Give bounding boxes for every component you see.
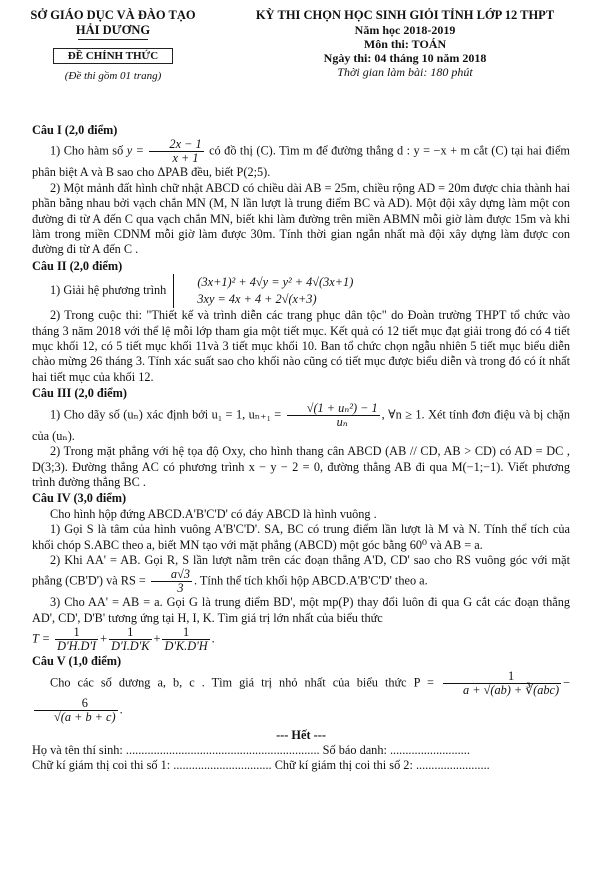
pages-note: (Đề thi gồm 01 trang)	[64, 70, 162, 82]
p-frac-1-den: a + √(ab) + ∛(abc)	[463, 682, 560, 697]
question-4-2	[32, 553, 570, 595]
q1-1-frac-den: x + 1	[172, 151, 199, 166]
question-2-1	[32, 274, 570, 308]
t-expression: T = $\frac{1}{D'H.D'I}$ + $\frac{1}{D'I.D'K}$ + $\frac{1}{D'K.D'H}$ .	[32, 625, 215, 654]
question-1-2: 2) Một mảnh đất hình chữ nhật ABCD có chiều dài AB = 25m, chiều rộng AD = 20m được chia thành hai phần bằng nhau bởi vạch chắn MN (M, N lần lượt là trung điểm BC và AD). Một đội xây dựng làm một con đường đi từ A đến C qua vạch chắn MN, biết khi làm đường trên miền ABMN mỗi giờ làm được 15m và khi làm trong miền CDNM mỗi giờ làm được 30m. Tính thời gian ngắn nhất mà đội xây dựng làm được con đường đi từ A đến C .	[32, 180, 570, 257]
p-frac-1	[443, 670, 561, 697]
section-title-1: Câu I (2,0 điểm)	[32, 123, 118, 137]
question-4-3: 3) Cho AA' = AB = a. Gọi G là trung điểm BD', một mp(P) thay đổi luôn đi qua G cắt các đoạn thẳng AD', CD', D'B' tương ứng tại H, I, K. Tìm giá trị lớn nhất của biểu thức	[32, 595, 570, 625]
header-left	[18, 8, 208, 82]
t-frac-2	[109, 626, 151, 653]
t-frac-1	[55, 626, 98, 653]
p-frac-2-den: √(a + b + c)	[54, 709, 116, 724]
q4-2-frac-den: 3	[177, 581, 184, 596]
end-marker: --- Hết ---	[276, 727, 326, 742]
q3-1-fraction	[287, 402, 380, 429]
p-frac-2-num: 6	[34, 697, 118, 711]
department-name: SỞ GIÁO DỤC VÀ ĐÀO TẠO	[30, 8, 196, 22]
question-4-1: 1) Gọi S là tâm của hình vuông A'B'C'D'. SA, BC có trung điểm lần lượt là M và N. Tính thể tích của khối chóp S.ABC theo a, biết MN tạo với mặt phẳng (ABCD) một góc bằng 60⁰ và AB = a.	[32, 522, 570, 552]
t-frac-3-den: D'K.D'H	[164, 639, 208, 654]
exam-body	[32, 122, 570, 774]
question-5: Cho các số dương a, b, c . Tìm giá trị nhỏ nhất của biểu thức P = $\frac{1}{\text{a + √(ab) + ∛(abc)}}$ − $\frac{6}{√(a + b + c)}$ .	[32, 670, 570, 724]
exam-date: Ngày thi: 04 tháng 10 năm 2018	[323, 51, 487, 65]
q1-1-text-b: có đồ thị (C). Tìm m để đường thẳng d : y = −x + m cắt (C) tại hai điểm phân biệt A và B sao cho ΔPAB đều, biết P(2;5).	[32, 143, 570, 180]
t-frac-2-den: D'I.D'K	[111, 639, 150, 654]
section-title-2: Câu II (2,0 điểm)	[32, 258, 123, 273]
question-1-1	[32, 138, 570, 180]
t-frac-3-num: 1	[162, 626, 209, 640]
subject: Môn thi: TOÁN	[363, 37, 447, 51]
exam-duration: Thời gian làm bài: 180 phút	[337, 65, 473, 79]
q1-1-y-eq: y =	[126, 143, 144, 158]
school-year: Năm học 2018-2019	[354, 23, 456, 37]
q1-1-text-a: 1) Cho hàm số	[50, 143, 124, 158]
question-4-intro: Cho hình hộp đứng ABCD.A'B'C'D' có đáy ABCD là hình vuông .	[50, 506, 377, 521]
question-3-1	[32, 402, 570, 444]
t-frac-1-den: D'H.D'I	[57, 639, 97, 654]
t-prefix: T =	[32, 631, 50, 646]
p-frac-2	[34, 697, 118, 724]
t-frac-3	[162, 626, 209, 653]
candidate-line: Họ và tên thí sinh: ............................................................... Số báo danh: ..........................	[32, 742, 470, 757]
q2-1-text-a: 1) Giải hệ phương trình	[50, 283, 167, 298]
q1-1-fraction	[149, 138, 203, 165]
section-title-3: Câu III (2,0 điểm)	[32, 386, 127, 401]
q5-text-a: Cho các số dương a, b, c . Tìm giá trị nhỏ nhất của biểu thức P =	[50, 674, 434, 689]
header-divider	[78, 39, 148, 40]
q3-1-frac-den: uₙ	[336, 414, 348, 429]
section-title-5: Câu V (1,0 điểm)	[32, 654, 122, 669]
t-frac-1-num: 1	[55, 626, 98, 640]
header-right	[220, 8, 590, 79]
q3-1-text-b: , ∀n ≥ 1. Xét tính đơn điệu và bị chặn của (uₙ).	[32, 407, 570, 443]
q3-1-frac-num: √(1 + uₙ²) − 1	[287, 402, 380, 416]
q3-1-text-a: 1) Cho dãy số (uₙ) xác định bởi u₁ = 1, uₙ₊₁ =	[50, 407, 282, 422]
province-name: HẢI DƯƠNG	[75, 23, 151, 37]
q4-2-text-b: . Tính thể tích khối hộp ABCD.A'B'C'D' theo a.	[193, 573, 428, 588]
q4-2-fraction	[151, 568, 192, 595]
equation-1: (3x+1)² + 4√y = y² + 4√(3x+1)	[197, 275, 354, 290]
question-3-2: 2) Trong mặt phẳng với hệ tọa độ Oxy, cho hình thang cân ABCD (AB // CD, AB > CD) có AD = DC , D(3;3). Đường thẳng AC có phương trình x − y − 2 = 0, đường thẳng AB đi qua M(−1;−1). Viết phương trình đường thẳng BC .	[32, 444, 570, 489]
equation-2: 3xy = 4x + 4 + 2√(x+3)	[197, 292, 317, 307]
q1-1-frac-num: 2x − 1	[149, 138, 203, 152]
question-2-2: 2) Trong cuộc thi: "Thiết kế và trình diễn các trang phục dân tộc" do Đoàn trường THPT tổ chức vào tháng 3 năm 2018 với thể lệ mỗi lớp tham gia một tiết mục. Kết quả có 12 tiết mục đạt giải trong đó có 4 tiết mục khối 12, có 5 tiết mục khối 11và 3 tiết mục khối 10. Ban tổ chức chọn ngẫu nhiên 5 tiết mục biểu diễn chào mừng 26 tháng 3. Tính xác suất sao cho khối nào cũng có tiết mục được biểu diễn và trong đó có ít nhất hai tiết mục của khối 12.	[32, 308, 570, 384]
section-title-4: Câu IV (3,0 điểm)	[32, 491, 127, 506]
exam-title: KỲ THI CHỌN HỌC SINH GIỎI TỈNH LỚP 12 THPT	[255, 8, 555, 22]
p-frac-1-num: 1	[443, 670, 561, 684]
q4-2-text-a: 2) Khi AA' = AB. Gọi R, S lần lượt nằm trên các đoạn thẳng A'D, CD' sao cho RS vuông góc với mặt phẳng (CB'D') và RS =	[32, 552, 570, 588]
official-badge: ĐỀ CHÍNH THỨC	[53, 48, 173, 64]
q4-2-frac-num: a√3	[151, 568, 192, 582]
supervisor-line: Chữ kí giám thị coi thi số 1: ................................ Chữ kí giám thị coi thi số 2: ........................	[32, 758, 490, 773]
t-frac-2-num: 1	[109, 626, 151, 640]
equation-system	[173, 274, 353, 308]
